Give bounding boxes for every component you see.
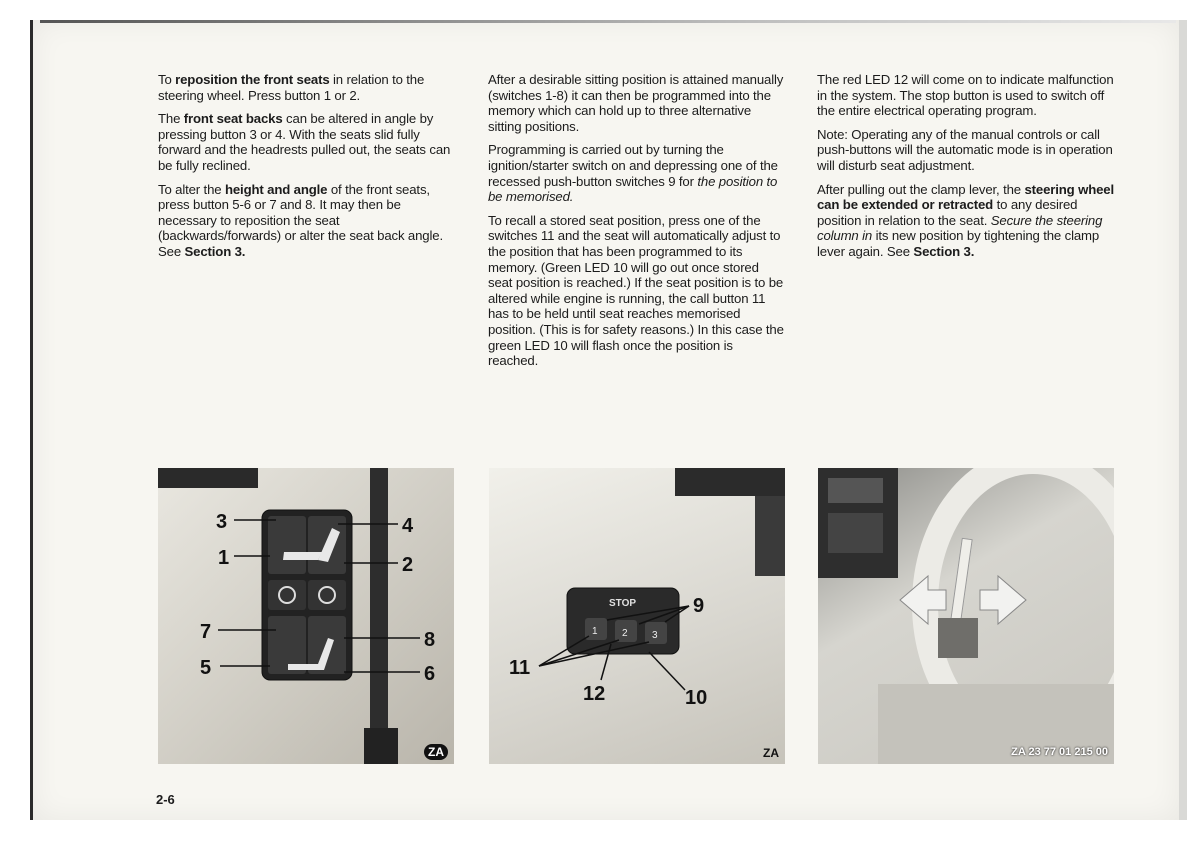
paragraph-programming: Programming is carried out by turning the ignition/starter switch on and depressing one of the recessed push-button switches 9 for the position to be memorised. [488, 142, 778, 205]
paragraph-recall: To recall a stored seat position, press one of the switches 11 and the seat will automatically adjust to the position that has been programmed to its memory. (Green LED 10 will go out once stored seat position is reached.) If the seat position is to be altered while engine is running, the call button 11 has to be held until seat reaches memorised position. (This is for safety reasons.) In this case the green LED 10 will flash once the position is reached. [488, 212, 784, 369]
text-column-1 [158, 72, 454, 268]
memory-switch-diagram [489, 468, 785, 764]
text-column-3 [817, 72, 1117, 268]
paragraph-red-led: The red LED 12 will come on to indicate malfunction in the system. The stop button is used to switch off the entire electrical operating program. [817, 72, 1114, 119]
top-edge-line [40, 20, 1176, 23]
callout-6: 6 [424, 663, 436, 685]
callout-7: 7 [200, 621, 212, 643]
paragraph-memory: After a desirable sitting position is attained manually (switches 1-8) it can then be programmed into the memory which can hold up to three alternative sitting positions. [488, 72, 784, 134]
callout-10: 10 [685, 687, 708, 709]
callout-11: 11 [509, 657, 531, 679]
callout-12: 12 [583, 683, 606, 705]
callout-4: 4 [402, 515, 414, 537]
steering-column-photo [818, 468, 1114, 764]
callout-5: 5 [200, 657, 212, 679]
callout-3: 3 [216, 511, 228, 533]
memory-button-right [308, 580, 346, 610]
switch-top-left [268, 516, 306, 574]
figure-code: ZA 23 77 01 215 00 [1011, 746, 1108, 758]
paragraph-steering-wheel: After pulling out the clamp lever, the steering wheel can be extended or retracted to any desired position in relation to the seat. Secure the steering column in its new position by tightening the clamp lever again. See Section 3. [817, 181, 1114, 259]
arrow-left-icon [900, 576, 946, 624]
adjust-arrows [818, 468, 1114, 764]
callout-9: 9 [693, 595, 705, 617]
memory-key-1-label: 1 [592, 626, 598, 637]
paragraph-height-angle: To alter the height and angle of the front seats, press button 5-6 or 7 and 8. It may then be necessary to reposition the seat (backwards/forwards) or alter the seat back angle. See Section 3. [158, 181, 443, 259]
memory-key-3-label: 3 [652, 630, 658, 641]
paragraph-seat-backs: The front seat backs can be altered in angle by pressing button 3 or 4. With the seats slid fully forward and the headrests pulled out, the seats can be fully reclined. [158, 111, 451, 173]
callout-1: 1 [218, 547, 230, 569]
page-number: 2-6 [156, 792, 175, 807]
memory-button-left [268, 580, 306, 610]
figure-badge: ZA [424, 744, 448, 760]
seat-switch-diagram [158, 468, 454, 764]
arrow-right-icon [980, 576, 1026, 624]
paragraph-note: Note: Operating any of the manual controls or call push-buttons will the automatic mode is in operation will disturb seat adjustment. [817, 126, 1113, 173]
leader-line-10 [649, 652, 685, 690]
text-column-2 [488, 72, 784, 377]
callout-8: 8 [424, 629, 436, 651]
seat-switch-photo [158, 468, 454, 764]
paragraph-reposition-seats: To reposition the front seats in relation to the steering wheel. Press button 1 or 2. [158, 72, 425, 103]
seat-cushion-symbol [283, 552, 322, 560]
figure-badge: ZA [763, 746, 779, 760]
stop-label: STOP [609, 598, 637, 609]
memory-key-2-label: 2 [622, 628, 628, 639]
callout-2: 2 [402, 554, 414, 576]
memory-switch-photo [489, 468, 785, 764]
